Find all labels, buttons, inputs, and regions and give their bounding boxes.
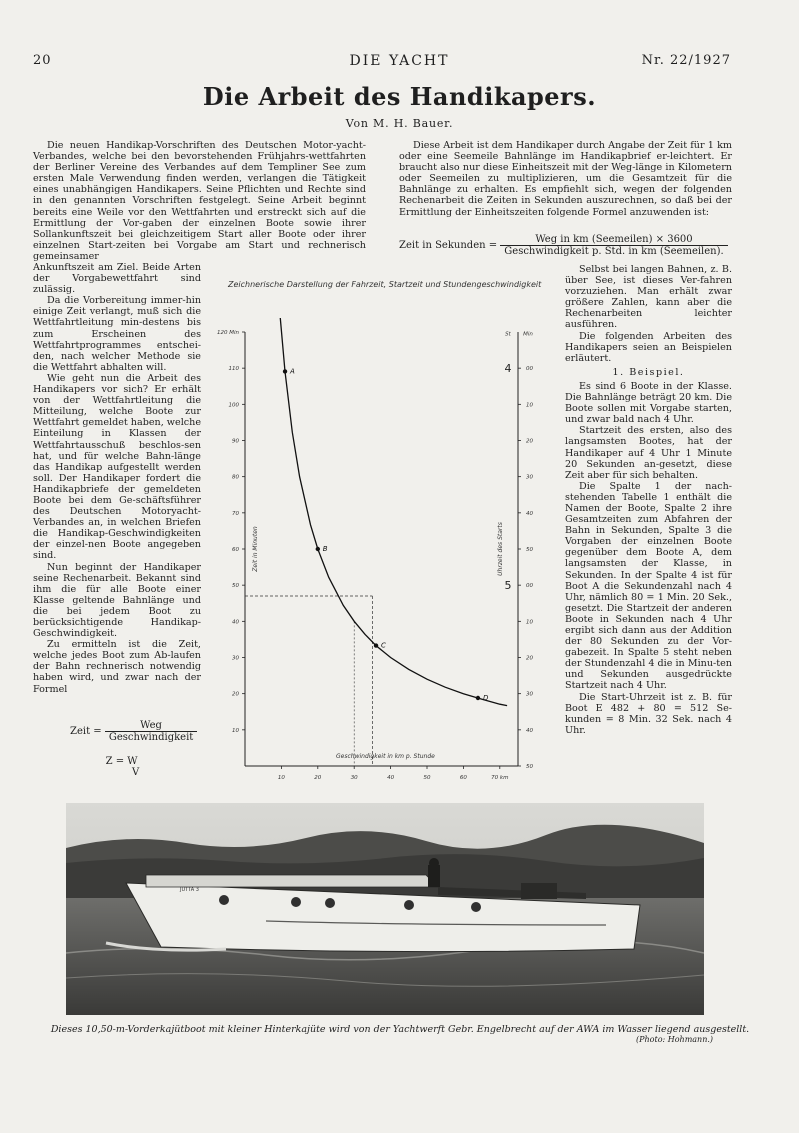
- right-intro-paragraph: Diese Arbeit ist dem Handikaper durch Angabe der Zeit für 1 km oder eine Seemeile Bahnlänge im Handikapbrief er-leichtert. Er braucht also nur diese Einheitszeit mit der Weg-länge in Kilometern oder Seemeilen zu multiplizieren, um die Gesamtzeit für die Bahnlänge zu erhalten. Es empfiehlt sich, wegen der folgenden Rechenarbeit die Zeiten in Sekunden auszurechnen, so daß bei der Ermittlung der Einheitszeiten folgende Formel anzuwenden ist:: [399, 140, 732, 218]
- y-tick-label: 80: [232, 474, 239, 481]
- right-tick-label: 20: [526, 438, 533, 445]
- right-hour-label: 4: [504, 362, 512, 376]
- x-tick-label: 10: [277, 775, 285, 781]
- photo-caption: Dieses 10,50-m-Vorderkajütboot mit kleiner Hinterkajüte wird von der Yachtwerft Gebr. Engelbrecht auf der AWA im Wasser liegend ausgestellt.: [50, 1024, 750, 1035]
- y-tick-label: 30: [232, 655, 239, 662]
- x-tick-label: 40: [387, 775, 395, 781]
- y-axis-label: Zeit in Minuten: [252, 526, 259, 572]
- example-heading: 1. Beispiel.: [612, 366, 685, 378]
- page-number: 20: [33, 53, 52, 68]
- paragraph: Nun beginnt der Handikaper seine Rechenarbeit. Bekannt sind ihm die für alle Boote einer Klasse geltende Bahnlänge und die bei jedem Boot zu berücksichtigende Handikap-Geschwindigkeit.: [33, 561, 201, 640]
- right-axis-label: Uhrzeit des Starts: [497, 522, 504, 576]
- y-tick-label: 70: [232, 510, 239, 517]
- y-tick-label: 50: [232, 583, 239, 590]
- data-point-label: C: [381, 641, 386, 650]
- x-tick-label: 30: [350, 775, 358, 781]
- paragraph: Die Spalte 1 der nach-stehenden Tabelle 1 enthält die Namen der Boote, Spalte 2 ihre Gesamtzeiten zum Abfahren der Bahn in Sekunden, Spalte 3 die Vorgaben der einzelnen Boote gegenüber dem Boote A, dem langsamsten der Klasse, in Sekunden. In der Spalte 4 ist für Boot A die Sekundenzahl nach 4 Uhr, nämlich 80 = 1 Min. 20 Sek., gesetzt. Die Startzeit der anderen Boote in Sekunden nach 4 Uhr ergibt sich dann aus der Addition der 80 Sekunden zu der Vor-gabezeit. In Spalte 5 steht neben der Stundenzahl 4 die in Minu-ten und Sekunden ausgedrückte Startzeit nach 4 Uhr.: [565, 480, 732, 692]
- right-tick-label: 50: [526, 764, 533, 770]
- right-column-text: [565, 264, 732, 736]
- y-tick-label: 40: [232, 619, 239, 626]
- boat-photo: [66, 803, 704, 1015]
- paragraph: Die folgenden Arbeiten des Handikapers seien an Beispielen erläutert.: [565, 330, 732, 364]
- issue-number: Nr. 22/1927: [641, 53, 731, 68]
- y-tick-label: 100: [228, 402, 239, 409]
- y-tick-label: 120 Min: [216, 330, 239, 336]
- right-tick-label: 40: [526, 727, 533, 734]
- right-axis-header: Min: [523, 331, 533, 338]
- x-tick-label: 60: [459, 775, 467, 781]
- paragraph: Zu ermitteln ist die Zeit, welche jedes Boot zum Ab-laufen der Bahn rechnerisch notwendig haben wird, und zwar nach der Formel: [33, 639, 201, 695]
- article-byline: Von M. H. Bauer.: [345, 117, 454, 130]
- x-tick-label: 20: [314, 775, 322, 781]
- data-point-d: [476, 696, 480, 700]
- right-tick-label: 00: [526, 366, 533, 373]
- paragraph: Wie geht nun die Arbeit des Handikapers vor sich? Er erhält von der Wettfahrtleitung die Mitteilung, welche Boote zur Wettfahrt gemeldet haben, welche Einteilung in Klassen der Wettfahrtausschuß beschlos-sen hat, und für welche Bahn-länge das Handikap aufgestellt werden soll. Der Handikaper fordert die Handikapbriefe der gemeldeten Boote bei dem Ge-schäftsführer des Deutschen Motoryacht-Verbandes an, in welchen Briefen die Handikap-Geschwindigkeiten der einzel-nen Boote angegeben sind.: [33, 372, 201, 562]
- right-hour-label: 5: [504, 579, 512, 593]
- right-tick-label: 20: [526, 655, 533, 662]
- chart-title: Zeichnerische Darstellung der Fahrzeit, Startzeit und Stundengeschwindigkeit: [228, 280, 542, 289]
- data-point-b: [316, 547, 320, 551]
- x-tick-label: 70 km: [491, 775, 509, 781]
- y-tick-label: 60: [232, 547, 239, 553]
- formula-time: Zeit = $\frac{\text{Weg}}{\text{Geschwindigkeit}}$: [70, 720, 197, 743]
- right-tick-label: 10: [526, 402, 533, 409]
- right-tick-label: 50: [526, 547, 533, 553]
- paragraph: Da die Vorbereitung immer-hin einige Zeit verlangt, muß sich die Wettfahrtleitung min-destens bis zum Erscheinen des Wettfahrtprogrammes entschei-den, nach welcher Methode sie die Wettfahrt abhalten will.: [33, 295, 201, 373]
- data-point-c: [374, 643, 378, 647]
- speed-time-curve: [280, 318, 508, 706]
- y-tick-label: 90: [232, 438, 239, 445]
- left-column-text: [33, 262, 201, 695]
- right-tick-label: 30: [526, 474, 533, 481]
- motor-yacht-image: [66, 803, 704, 1015]
- right-axis-header: St: [505, 331, 511, 338]
- article-title: Die Arbeit des Handikapers.: [202, 82, 597, 111]
- right-tick-label: 10: [526, 619, 533, 626]
- right-tick-label: 00: [526, 583, 533, 590]
- speed-time-chart: [205, 318, 555, 788]
- x-axis-label: Geschwindigkeit in km p. Stunde: [336, 753, 435, 760]
- formula-short: Z = W V: [105, 756, 140, 778]
- y-tick-label: 10: [232, 727, 239, 734]
- data-point-label: B: [322, 545, 328, 553]
- data-point-a: [283, 369, 287, 373]
- formula-seconds: Zeit in Sekunden = $\frac{\text{Weg in km (Seemeilen) × 3600}}{\text{Geschwindigkeit p. Std. in km (Seemeilen).}}$: [399, 234, 728, 257]
- paragraph: Startzeit des ersten, also des langsamsten Bootes, hat der Handikaper auf 4 Uhr 1 Minute 20 Sekunden an-gesetzt, diese Zeit aber für sich behalten.: [565, 425, 732, 481]
- data-point-label: D: [482, 694, 489, 703]
- paragraph: Selbst bei langen Bahnen, z. B. über See, ist dieses Ver-fahren vorzuziehen. Man erhält zwar größere Zahlen, kann aber die Rechenarbeiten leichter ausführen.: [565, 264, 732, 331]
- y-tick-label: 20: [232, 691, 239, 698]
- boat-name-label: JUTTA 3: [180, 887, 199, 893]
- paragraph: Es sind 6 Boote in der Klasse. Die Bahnlänge beträgt 20 km. Die Boote sollen mit Vorgabe starten, und zwar bald nach 4 Uhr.: [565, 380, 732, 426]
- magazine-name: DIE YACHT: [349, 53, 450, 69]
- x-tick-label: 50: [423, 775, 431, 781]
- y-tick-label: 110: [228, 366, 239, 373]
- paragraph: Ankunftszeit am Ziel. Beide Arten der Vorgabewettfahrt sind zulässig.: [33, 262, 201, 296]
- right-tick-label: 30: [526, 691, 533, 698]
- left-intro-paragraph: Die neuen Handikap-Vorschriften des Deutschen Motor-yacht-Verbandes, welche bei den bevorstehenden Frühjahrs-wettfahrten der Berliner Vereine des Verbandes auf dem Templiner See zum ersten Male Verwendung finden werden, verlangen die Tätigkeit eines unabhängigen Handikapers. Seine Pflichten und Rechte sind in den genannten Vorschriften festgelegt. Seine Arbeit beginnt bereits eine Weile vor den Wettfahrten und erstreckt sich auf die Ermittlung der Vor-gaben der einzelnen Boote sowie ihrer Sollankunftszeit bei gleichzeitigem Start aller Boote oder ihrer einzelnen Start-zeiten bei Vorgabe am Start und rechnerisch gemeinsamer: [33, 140, 366, 262]
- data-point-label: A: [290, 367, 295, 376]
- paragraph: Die Start-Uhrzeit ist z. B. für Boot E 482 + 80 = 512 Se-kunden = 8 Min. 32 Sek. nach 4 Uhr.: [565, 691, 732, 736]
- photo-credit: (Photo: Hohmann.): [636, 1035, 714, 1044]
- right-tick-label: 40: [526, 510, 533, 517]
